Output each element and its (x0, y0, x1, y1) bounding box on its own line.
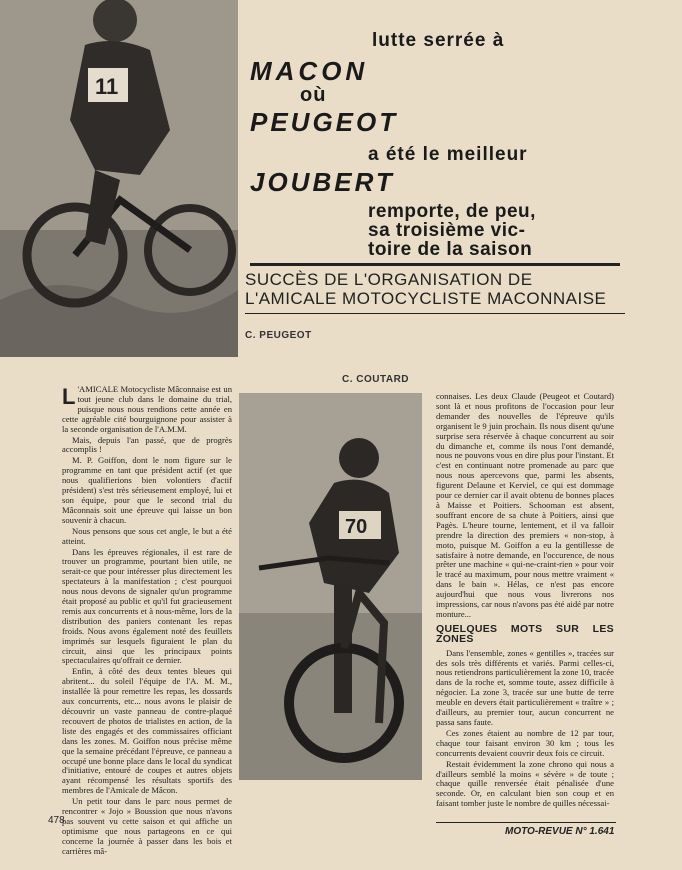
col3b-para-1: Dans l'ensemble, zones « gentilles », tracées sur des sols très différents et variés. Parmi celles-ci, nous retiendrons particulièrement la zone 10, tracée dans de la roche et, somme toute, assez difficile à négocier. La zone 3, tracée sur une butte de terre meuble en devers était particulièrement « traître » ; d'ailleurs, au premier tour, aucun concurrent ne passa sans faute. (436, 647, 614, 727)
headline-line-1: lutte serrée à (372, 30, 505, 51)
headline-line-8: sa troisième vic- (368, 220, 526, 241)
headline-line-6: JOUBERT (250, 167, 395, 197)
col1-para-4: Nous pensons que sous cet angle, le but a été atteint. (62, 525, 232, 546)
drop-cap: L (62, 384, 76, 409)
col1-para-1-text: 'AMICALE Motocycliste Mâconnaise est un tout jeune club dans le domaine du trial, puisque nous nous rendions cette année en cette agréable cité bourguignone pour assister à la seconde organisation de l'A.M.M. (62, 384, 232, 434)
headline-line-3: où (300, 84, 327, 106)
col3-para-1: connaises. Les deux Claude (Peugeot et Coutard) sont là et nous profitons de l'occasion pour leur demander des nouvelles de l'épreuve qu'ils organisent le 9 juin prochain. Ils nous disent qu'une surprise sera réservée à chaque concurrent au soir du dimanche et, comme ils nous l'ont demandé, nous ne pouvons vous en dire plus pour l'instant. Et c'est en continuant notre promenade au parc que nous nous apercevons que, parmi les absents, figurent Delaune et Kerviel, ce qui est dommage pour ce dernier car il avait obtenu de bonnes places à Maisse et Poitiers. Schooman est absent, souffrant encore de sa chute à Poitiers, ainsi que Pagès. L'heure tourne, lentement, et il va falloir prendre la direction des premiers « non-stop, à moto, puisque M. Goiffon a eu la gentillesse de satisfaire à notre demande, en l'occurence, de nous prêter une machine « qui-ne-craint-rien » pour voir le tracé au maximum, pour nous mettre vraiment « dans le bain ». Hélas, ce n'est pas encore aujourd'hui que nous vous livrerons nos impressions, car nous n'avons pas été aidé par notre monture... (436, 391, 614, 619)
subtitle-rule (245, 313, 625, 314)
col3b-para-3: Restait évidemment la zone chrono qui nous a d'ailleurs semblé la moins « sévère » de toute ; chaque quille renversée était pénalisée d'une seconde. Or, en calculant bien son coup et en faisant tomber juste le nombre de quilles nécessai- (436, 758, 614, 809)
col1-para-6: Enfin, à côté des deux tentes bleues qui abritent... du soleil l'équipe de l'A. M. M., installée là pour remettre les repas, les dossards aux concurrents, etc... nous avons le plaisir de découvrir un vaste panneau de contre-plaqué recouvert de photos de trialistes en action, de la liste des engagés et des commissaires officiant dans les zones. M. Goiffon nous précise même que la semaine précédant l'épreuve, ce panneau a occupé une bonne place dans le local du syndicat d'initiative, entouré de coupes et autres objets ayant récompensé les résultats sportifs des membres de l'Amicale de Mâcon. (62, 666, 232, 796)
subtitle-line-1: SUCCÈS DE L'ORGANISATION DE (245, 270, 533, 289)
page-number: 478 (48, 815, 65, 826)
top-rider-photo (0, 0, 238, 357)
mid-photo-caption: C. COUTARD (342, 374, 410, 385)
mid-rider-number: 70 (345, 516, 368, 538)
headline-line-5: a été le meilleur (368, 144, 528, 165)
footer-rule (436, 822, 616, 823)
mid-rider-photo (239, 393, 422, 780)
subtitle (245, 270, 606, 308)
rider-illustration-2 (239, 393, 422, 780)
headline-line-7: remporte, de peu, (368, 201, 536, 222)
top-rider-number: 11 (95, 74, 119, 99)
section-title: QUELQUES MOTS SUR LES ZONES (436, 622, 614, 645)
article-column-1 (62, 385, 232, 858)
headline-line-9: toire de la saison (368, 239, 533, 260)
col1-para-2: Mais, depuis l'an passé, que de progrès accomplis ! (62, 434, 232, 455)
col1-para-5: Dans les épreuves régionales, il est rare de trouver un programme, pourtant bien utile, ne serait-ce que pour intéresser plus directement les spectateurs à la manifestation ; c'est pourquoi nous nous devons de signaler qu'un programme était proposé au public et qu'il fut gracieusement remis aux concurrents et à nous-même, lors de la distribution des paniers contenant les repas froids. Nous avons également noté des feuillets imprimés sur lesquels figuraient le plan du circuit, ainsi que les principaux points spectaculaires qu'offrait ce dernier. (62, 546, 232, 666)
col3b-para-2: Ces zones étaient au nombre de 12 par tour, chaque tour faisant environ 30 km ; tous les concurrents devaient couvrir deux fois ce circuit. (436, 727, 614, 758)
col1-para-7: Un petit tour dans le parc nous permet de rencontrer « Jojo » Boussion que nous n'avons pas souvent vu cette saison et qui affiche un optimisme que nous partageons en ce qui concerne la journée à passer dans les bois et carrières mâ- (62, 796, 232, 856)
top-photo-caption: C. PEUGEOT (245, 330, 312, 341)
magazine-issue: MOTO-REVUE N° 1.641 (505, 826, 615, 837)
col1-para-1 (62, 385, 232, 435)
subtitle-line-2: L'AMICALE MOTOCYCLISTE MACONNAISE (245, 289, 607, 308)
headline-line-4: PEUGEOT (250, 107, 399, 137)
col1-para-3: M. P. Goiffon, dont le nom figure sur le programme en tant que président actif (et que nous qualifierions bien volontiers d'actif président) s'est très sérieusement employé, lui et son équipe, pour que le second trial du Mâconnais soit une épreuve qui laisse un bon souvenir à chacun. (62, 455, 232, 525)
rider-illustration (0, 0, 238, 357)
headline-rule-top (250, 263, 620, 266)
headline-line-2: MACON (250, 56, 369, 86)
article-column-3 (436, 392, 614, 810)
